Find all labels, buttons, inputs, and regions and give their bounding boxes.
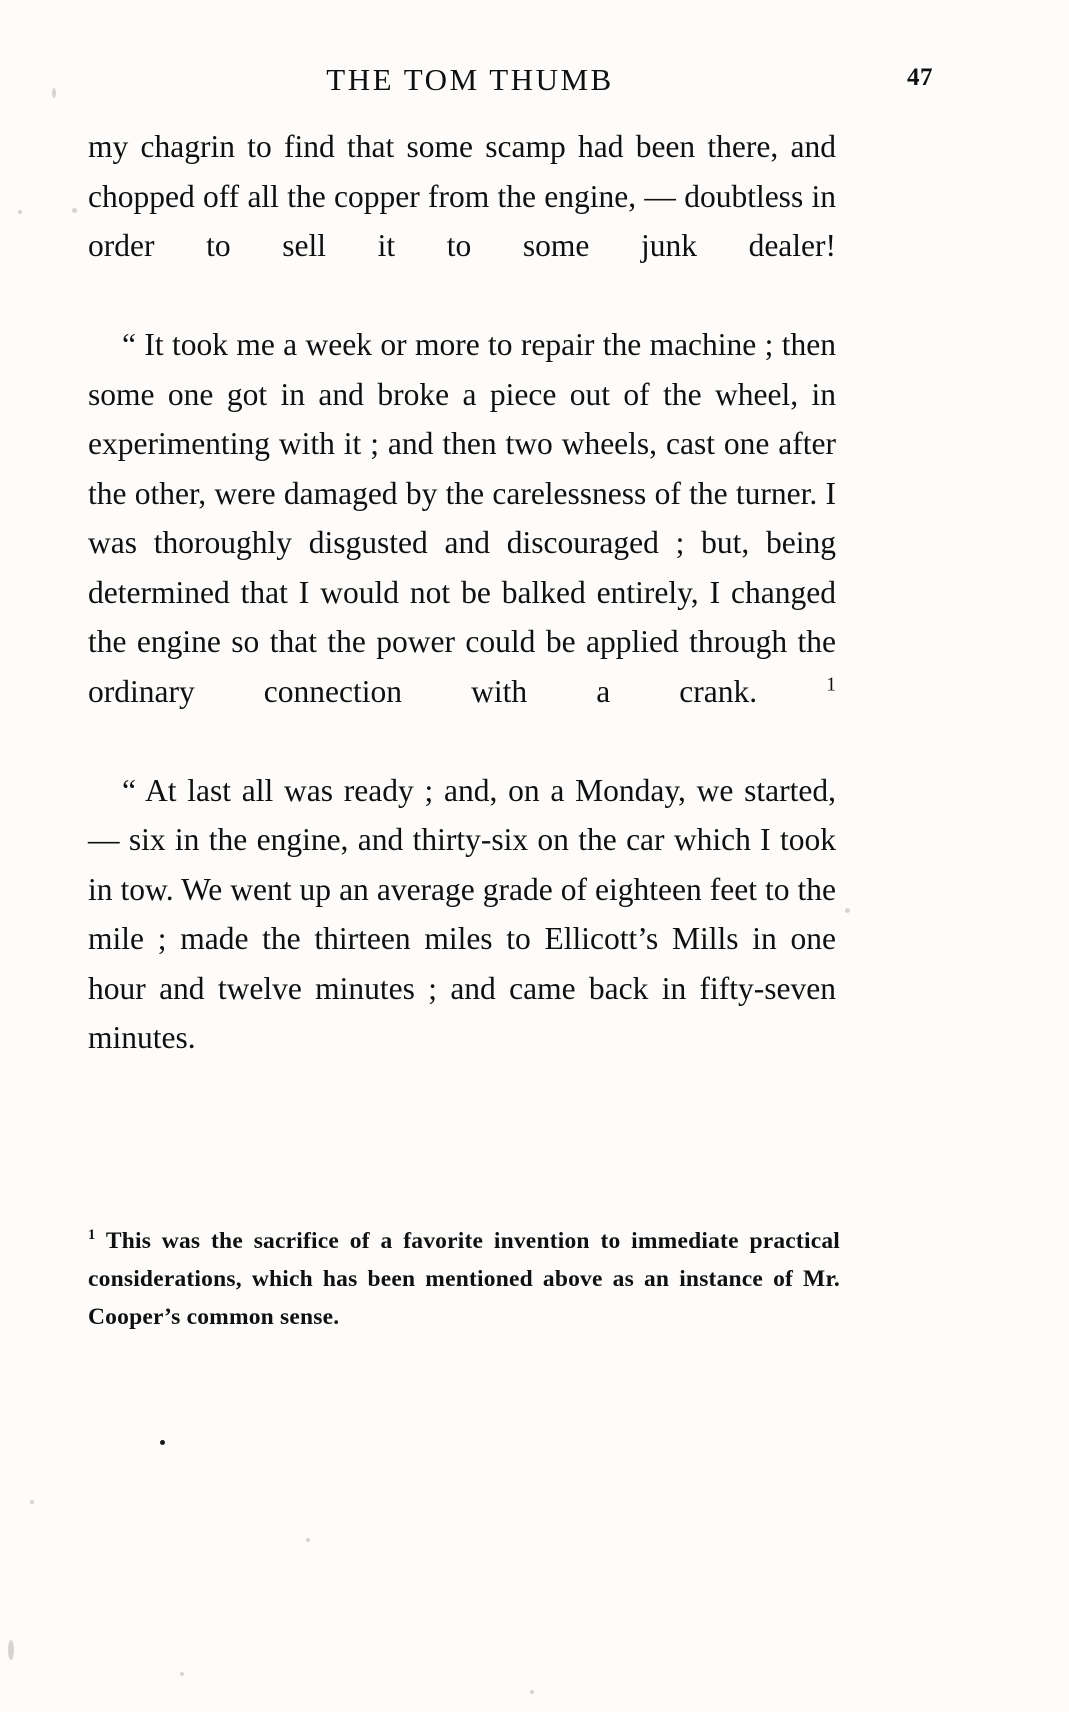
running-title: THE TOM THUMB bbox=[326, 62, 614, 97]
paper-speck bbox=[72, 208, 77, 213]
footnote-text: This was the sacrifice of a favorite invention to immediate practical considerations, which has been mentioned above as an instance of Mr. Cooper’s common sense. bbox=[88, 1228, 840, 1330]
paragraph bbox=[88, 766, 836, 1063]
paper-speck bbox=[30, 1500, 34, 1504]
paragraph-text: my chagrin to find that some scamp had been there, and chopped off all the copper from the engine, — doubtless in order to sell it to some junk dealer! bbox=[88, 129, 836, 263]
footnote-reference: 1 bbox=[826, 674, 836, 695]
page-number: 47 bbox=[907, 64, 933, 91]
paragraph bbox=[88, 122, 836, 320]
paper-speck bbox=[18, 210, 22, 214]
paper-speck bbox=[845, 908, 850, 913]
paper-speck bbox=[306, 1538, 310, 1542]
footnote-marker bbox=[88, 1228, 95, 1254]
footnote-marker-number: 1 bbox=[88, 1227, 96, 1244]
page-header bbox=[90, 62, 850, 98]
paper-speck bbox=[52, 88, 56, 98]
paper-speck bbox=[8, 1640, 14, 1660]
paragraph-text: “ It took me a week or more to repair the machine ; then some one got in and broke a piece out of the wheel, in experimenting with it ; and then two wheels, cast one after the other, were damaged by the carelessness of the turner. I was thoroughly disgusted and discouraged ; but, being determined that I would not be balked entirely, I changed the engine so that the power could be applied through the ordinary connection with a crank. bbox=[88, 327, 836, 709]
paragraph-text: “ At last all was ready ; and, on a Monday, we started, — six in the engine, and thirty-six on the car which I took in tow. We went up an average grade of eighteen feet to the mile ; made the thirteen miles to Ellicott’s Mills in one hour and twelve minutes ; and came back in fifty-seven minutes. bbox=[88, 772, 836, 1055]
body-text bbox=[88, 122, 836, 1063]
footnote bbox=[88, 1222, 840, 1336]
paragraph bbox=[88, 320, 836, 766]
paper-speck bbox=[180, 1672, 184, 1676]
paper-speck bbox=[160, 1440, 165, 1445]
paper-speck bbox=[530, 1690, 534, 1694]
